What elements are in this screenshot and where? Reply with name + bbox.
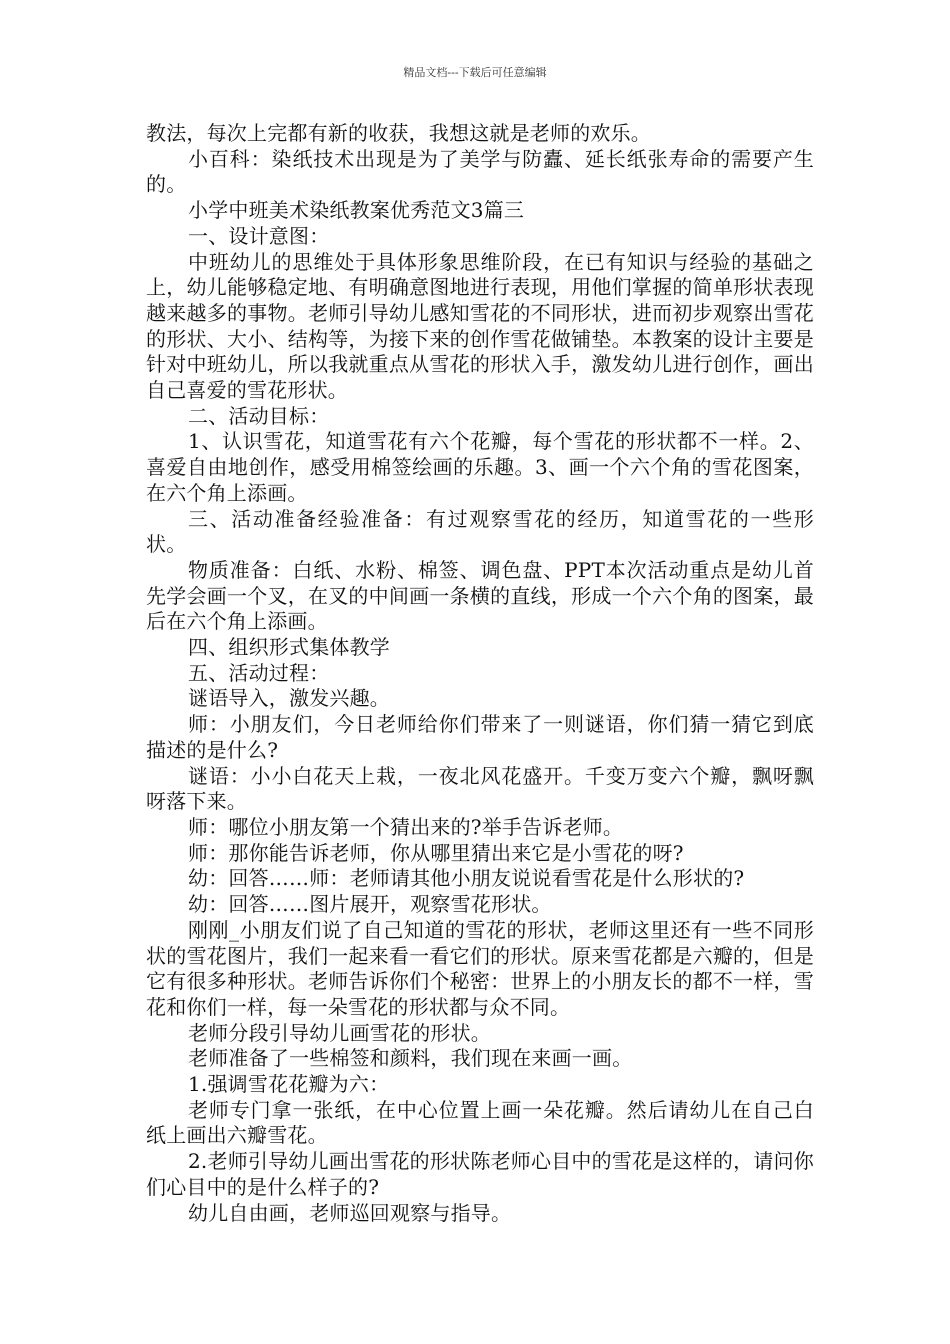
- paragraph: 小百科：染纸技术出现是为了美学与防蠹、延长纸张寿命的需要产生的。: [146, 146, 814, 197]
- paragraph: 刚刚_小朋友们说了自己知道的雪花的形状，老师这里还有一些不同形状的雪花图片，我们一起来看一看它们的形状。原来雪花都是六瓣的，但是它有很多种形状。老师告诉你们个秘密：世界上的小朋友长的都不一样，雪花和你们一样，每一朵雪花的形状都与众不同。: [146, 917, 814, 1019]
- section-heading: 三、活动准备经验准备：有过观察雪花的经历，知道雪花的一些形状。: [146, 506, 814, 557]
- section-title: 小学中班美术染纸教案优秀范文3篇三: [188, 198, 525, 223]
- paragraph: 谜语导入，激发兴趣。: [188, 686, 390, 711]
- page-header: 精品文档---下载后可任意编辑: [403, 66, 547, 79]
- paragraph: 1.强调雪花花瓣为六：: [188, 1072, 390, 1097]
- paragraph: 老师专门拿一张纸，在中心位置上画一朵花瓣。然后请幼儿在自己白纸上画出六瓣雪花。: [146, 1097, 814, 1148]
- paragraph: 幼儿自由画，老师巡回观察与指导。: [188, 1200, 512, 1225]
- paragraph: 师：哪位小朋友第一个猜出来的?举手告诉老师。: [188, 814, 624, 839]
- paragraph: 教法，每次上完都有新的收获，我想这就是老师的欢乐。: [146, 121, 651, 145]
- paragraph: 物质准备：白纸、水粉、棉签、调色盘、PPT本次活动重点是幼儿首先学会画一个叉，在叉的中间画一条横的直线，形成一个六个角的图案，最后在六个角上添画。: [146, 557, 814, 634]
- paragraph: 老师准备了一些棉签和颜料，我们现在来画一画。: [188, 1046, 633, 1071]
- paragraph: 中班幼儿的思维处于具体形象思维阶段，在已有知识与经验的基础之上，幼儿能够稳定地、有明确意图地进行表现，用他们掌握的简单形状表现越来越多的事物。老师引导幼儿感知雪花的不同形状，进而初步观察出雪花的形状、大小、结构等，为接下来的创作雪花做铺垫。本教案的设计主要是针对中班幼儿，所以我就重点从雪花的形状入手，激发幼儿进行创作，画出自己喜爱的雪花形状。: [146, 249, 814, 403]
- section-heading: 一、设计意图：: [188, 223, 330, 248]
- paragraph: 师：那你能告诉老师，你从哪里猜出来它是小雪花的呀?: [188, 840, 684, 865]
- section-heading: 五、活动过程：: [188, 660, 330, 685]
- paragraph: 2.老师引导幼儿画出雪花的形状陈老师心目中的雪花是这样的，请问你们心目中的是什么样子的?: [146, 1149, 814, 1199]
- paragraph: 幼：回答……图片展开，观察雪花形状。: [188, 892, 552, 917]
- paragraph: 师：小朋友们，今日老师给你们带来了一则谜语，你们猜一猜它到底描述的是什么?: [146, 712, 814, 762]
- paragraph: 1、认识雪花，知道雪花有六个花瓣，每个雪花的形状都不一样。2、喜爱自由地创作，感受用棉签绘画的乐趣。3、画一个六个角的雪花图案，在六个角上添画。: [146, 429, 814, 505]
- section-heading: 四、组织形式集体教学: [188, 635, 390, 660]
- paragraph: 幼：回答……师：老师请其他小朋友说说看雪花是什么形状的?: [188, 866, 745, 891]
- paragraph: 谜语：小小白花天上栽，一夜北风花盛开。千变万变六个瓣，飘呀飘呀落下来。: [146, 763, 814, 814]
- section-heading: 二、活动目标：: [188, 403, 330, 428]
- document-body: [146, 121, 814, 1226]
- paragraph: 老师分段引导幼儿画雪花的形状。: [188, 1020, 491, 1045]
